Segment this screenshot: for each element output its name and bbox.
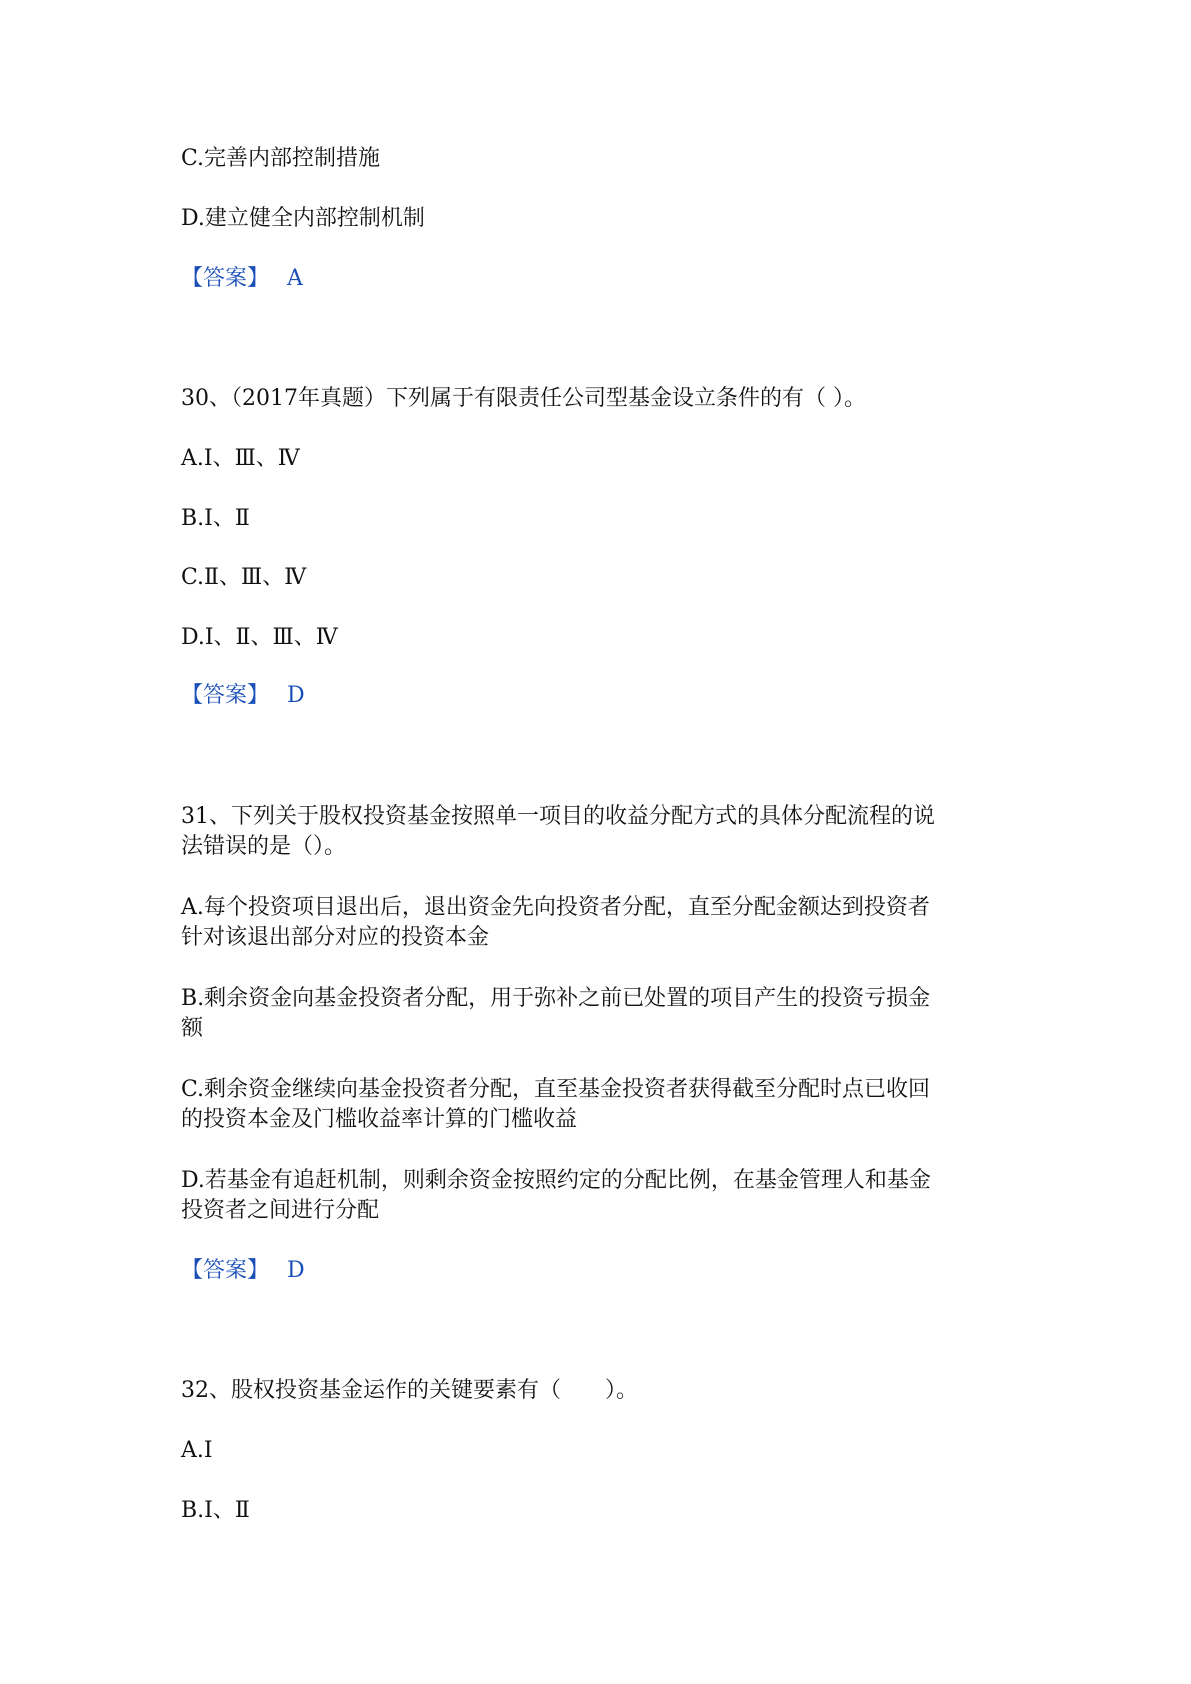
q32-option-a: A.Ⅰ bbox=[181, 1438, 213, 1463]
q31-answer bbox=[181, 1256, 305, 1286]
q29-answer bbox=[181, 264, 303, 294]
q31-option-a-line-2: 针对该退出部分对应的投资本金 bbox=[181, 925, 490, 950]
q31-option-c-line-2: 的投资本金及门槛收益率计算的门槛收益 bbox=[181, 1107, 578, 1132]
q32-option-b: B.Ⅰ、Ⅱ bbox=[181, 1498, 250, 1523]
answer-value: A bbox=[287, 266, 303, 291]
answer-label: 【答案】 bbox=[181, 266, 270, 291]
q31-option-d-line-1: D.若基金有追赶机制，则剩余资金按照约定的分配比例，在基金管理人和基金 bbox=[181, 1168, 931, 1193]
q31-option-b-line-1: B.剩余资金向基金投资者分配，用于弥补之前已处置的项目产生的投资亏损金 bbox=[181, 986, 931, 1011]
answer-value: D bbox=[287, 683, 305, 708]
q30-option-c: C.Ⅱ、Ⅲ、Ⅳ bbox=[181, 565, 307, 590]
answer-label: 【答案】 bbox=[181, 1258, 270, 1283]
q30-option-a: A.Ⅰ、Ⅲ、Ⅳ bbox=[181, 446, 300, 471]
q30-answer bbox=[181, 681, 305, 711]
q32-stem: 32、股权投资基金运作的关键要素有（ ）。 bbox=[181, 1378, 638, 1403]
q31-option-b-line-2: 额 bbox=[181, 1016, 204, 1041]
q31-option-a-line-1: A.每个投资项目退出后，退出资金先向投资者分配，直至分配金额达到投资者 bbox=[181, 895, 930, 920]
q29-option-c: C.完善内部控制措施 bbox=[181, 146, 381, 171]
q29-option-d: D.建立健全内部控制机制 bbox=[181, 206, 425, 231]
q31-option-d-line-2: 投资者之间进行分配 bbox=[181, 1198, 380, 1223]
answer-value: D bbox=[287, 1258, 305, 1283]
q31-option-c-line-1: C.剩余资金继续向基金投资者分配，直至基金投资者获得截至分配时点已收回 bbox=[181, 1077, 931, 1102]
q31-stem-line-2: 法错误的是（）。 bbox=[181, 834, 347, 859]
answer-label: 【答案】 bbox=[181, 683, 270, 708]
q30-option-b: B.Ⅰ、Ⅱ bbox=[181, 506, 250, 531]
q30-option-d: D.Ⅰ、Ⅱ、Ⅲ、Ⅳ bbox=[181, 625, 338, 650]
q30-stem: 30、（2017年真题）下列属于有限责任公司型基金设立条件的有（ ）。 bbox=[181, 386, 866, 411]
q31-stem-line-1: 31、下列关于股权投资基金按照单一项目的收益分配方式的具体分配流程的说 bbox=[181, 804, 935, 829]
